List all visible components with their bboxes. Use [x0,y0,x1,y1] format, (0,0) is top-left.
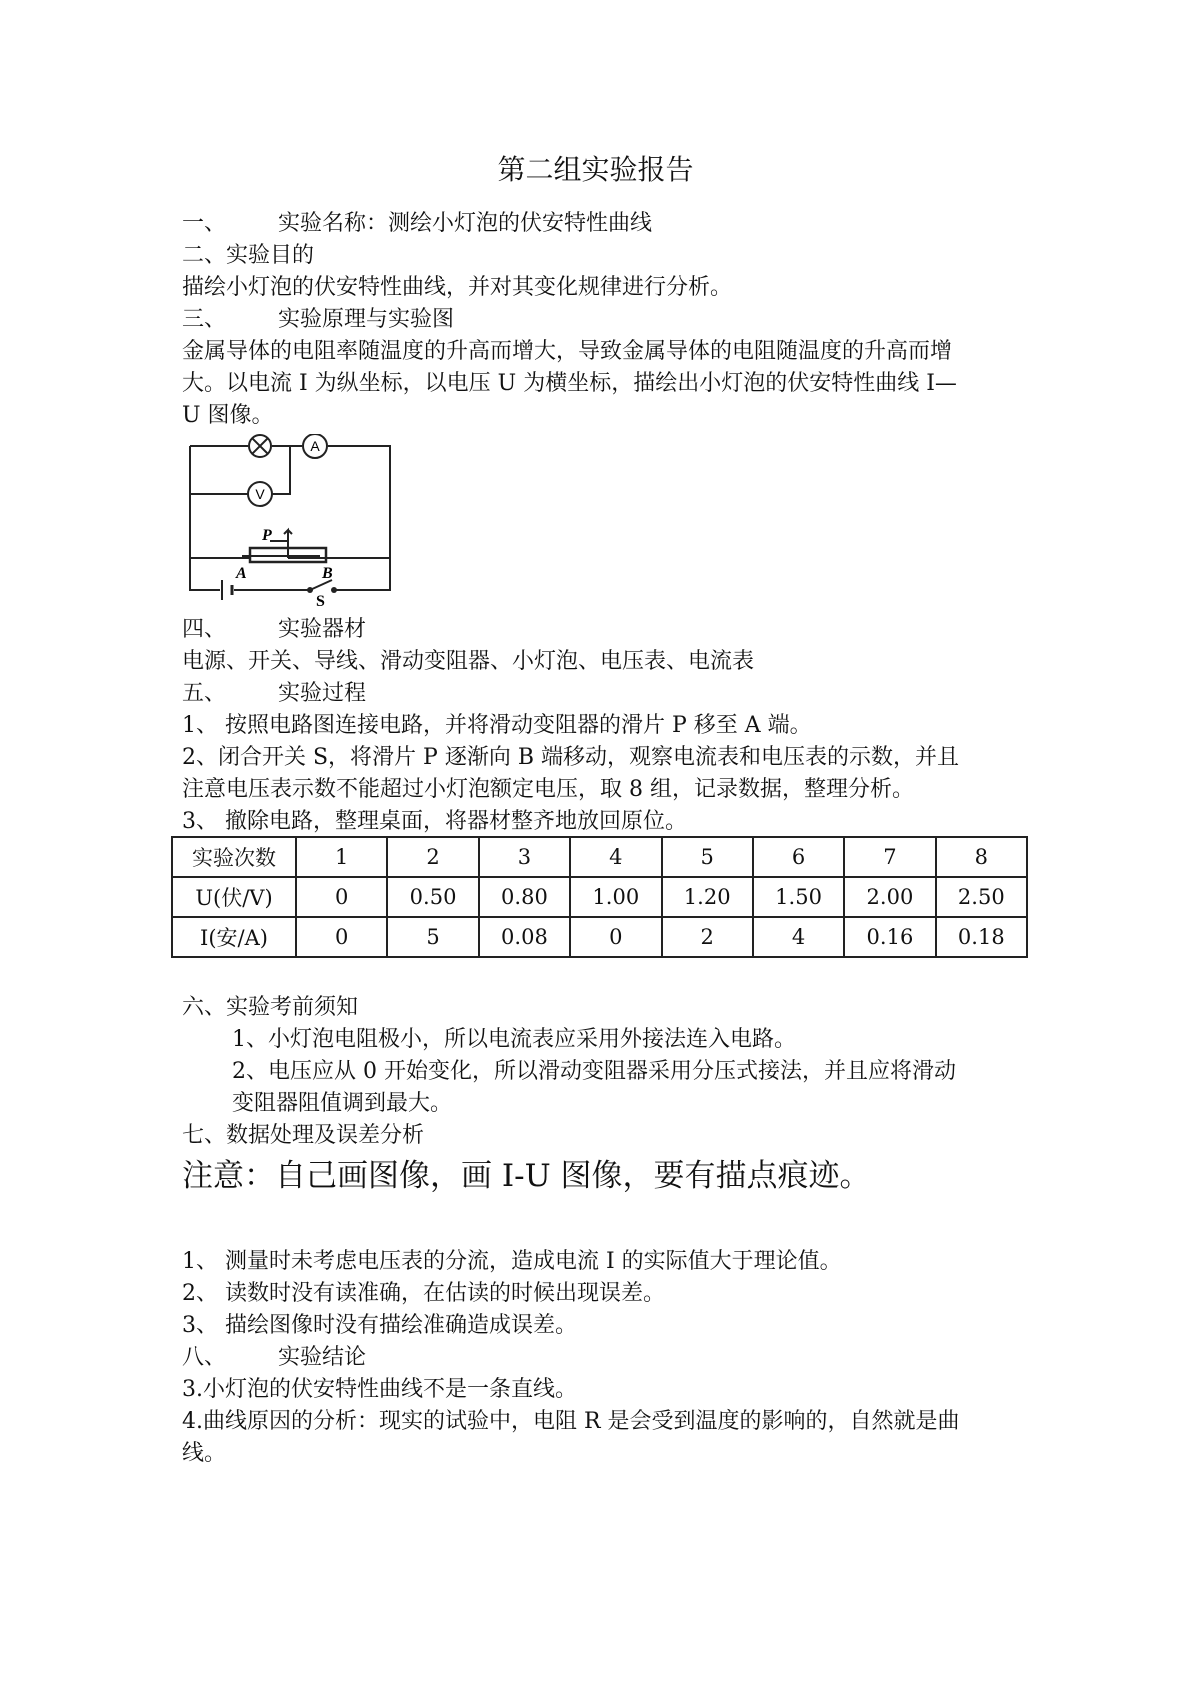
conclusion-4-line-1: 4.曲线原因的分析：现实的试验中，电阻 R 是会受到温度的影响的，自然就是曲 [182,1409,960,1434]
error-3: 3、 描绘图像时没有描绘准确造成误差。 [182,1313,577,1338]
table-row-header: 实验次数 [172,837,296,877]
table-cell: 2.50 [936,877,1027,917]
table-cell: 3 [479,837,570,877]
table-cell: 2 [387,837,478,877]
table-cell: 0.50 [387,877,478,917]
section-2-body: 描绘小灯泡的伏安特性曲线，并对其变化规律进行分析。 [182,275,733,300]
section-8-number: 八、 [182,1345,227,1370]
table-cell: 2 [662,917,753,957]
table-cell: 0.16 [844,917,935,957]
section-4-heading [182,614,366,646]
section-5-title: 实验过程 [278,681,367,706]
voltmeter-label: V [255,486,265,502]
circuit-diagram [180,434,400,606]
table-cell: 5 [387,917,478,957]
table-cell: 2.00 [844,877,935,917]
circuit-wires [190,446,390,590]
section-1-title: 实验名称：测绘小灯泡的伏安特性曲线 [278,211,653,236]
section-4-title: 实验器材 [278,617,367,642]
section-3-number: 三、 [182,307,227,332]
table-cell: 0 [296,917,387,957]
table-row-header: U(伏/V) [172,877,296,917]
data-table-body [172,837,1027,957]
notice-1: 1、小灯泡电阻极小，所以电流表应采用外接法连入电路。 [232,1027,796,1052]
section-3-body-line-3: U 图像。 [182,403,274,428]
conclusion-4-line-2: 线。 [182,1441,227,1466]
error-2: 2、 读数时没有读准确，在估读的时候出现误差。 [182,1281,665,1306]
section-2-heading: 二、实验目的 [182,243,315,268]
section-3-title: 实验原理与实验图 [278,307,455,332]
section-5-heading [182,678,366,710]
step-2-line-1: 2、闭合开关 S，将滑片 P 逐渐向 B 端移动，观察电流表和电压表的示数，并且 [182,745,960,770]
end-label-b: B [322,565,333,582]
ammeter-label: A [310,438,320,454]
section-3-heading [182,304,454,336]
table-row [172,877,1027,917]
section-8-title: 实验结论 [278,1345,367,1370]
table-cell: 6 [753,837,844,877]
table-cell: 0 [570,917,661,957]
section-5-number: 五、 [182,681,227,706]
section-6-heading: 六、实验考前须知 [182,995,359,1020]
table-cell: 1.20 [662,877,753,917]
section-4-number: 四、 [182,617,227,642]
section-3-body-line-2: 大。以电流 I 为纵坐标，以电压 U 为横坐标，描绘出小灯泡的伏安特性曲线 I— [182,371,957,396]
table-cell: 1.00 [570,877,661,917]
step-3: 3、 撤除电路，整理桌面，将器材整齐地放回原位。 [182,809,687,834]
step-2-line-2: 注意电压表示数不能超过小灯泡额定电压，取 8 组，记录数据，整理分析。 [182,777,914,802]
notice-2-line-1: 2、电压应从 0 开始变化，所以滑动变阻器采用分压式接法，并且应将滑动 [232,1059,956,1084]
section-7-heading: 七、数据处理及误差分析 [182,1123,425,1148]
page-title: 第二组实验报告 [497,153,694,186]
section-4-body: 电源、开关、导线、滑动变阻器、小灯泡、电压表、电流表 [182,649,755,674]
error-1: 1、 测量时未考虑电压表的分流，造成电流 I 的实际值大于理论值。 [182,1249,842,1274]
voltmeter-symbol [248,482,272,506]
table-cell: 0.80 [479,877,570,917]
section-8-heading [182,1342,366,1374]
battery-symbol [222,580,232,600]
table-row [172,837,1027,877]
lamp-symbol [249,435,271,457]
plot-instruction-note: 注意：自己画图像，画 I-U 图像，要有描点痕迹。 [182,1158,871,1194]
table-cell: 7 [844,837,935,877]
table-cell: 1.50 [753,877,844,917]
table-cell: 0.08 [479,917,570,957]
section-1 [182,208,652,240]
table-cell: 4 [570,837,661,877]
conclusion-3: 3.小灯泡的伏安特性曲线不是一条直线。 [182,1377,577,1402]
ammeter-symbol [303,434,327,458]
switch-label-s: S [316,593,325,606]
table-row-header: I(安/A) [172,917,296,957]
table-cell: 4 [753,917,844,957]
slider-label-p: P [262,527,272,544]
section-1-number: 一、 [182,211,227,236]
end-label-a: A [236,565,247,582]
table-cell: 0.18 [936,917,1027,957]
step-1: 1、 按照电路图连接电路，并将滑动变阻器的滑片 P 移至 A 端。 [182,713,812,738]
table-cell: 5 [662,837,753,877]
section-3-body-line-1: 金属导体的电阻率随温度的升高而增大，导致金属导体的电阻随温度的升高而增 [182,339,953,364]
table-cell: 0 [296,877,387,917]
table-cell: 1 [296,837,387,877]
notice-2-line-2: 变阻器阻值调到最大。 [232,1091,453,1116]
table-row [172,917,1027,957]
table-cell: 8 [936,837,1027,877]
data-table [171,836,1028,958]
